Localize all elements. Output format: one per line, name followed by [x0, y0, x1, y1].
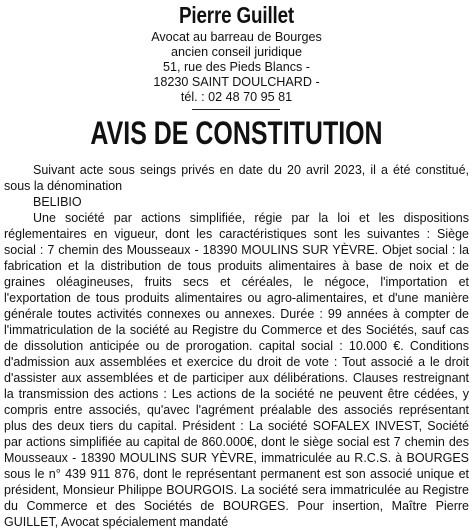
notice-intro: Suivant acte sous seings privés en date du 20 avril 2023, il a été constitué, sous la dénomination	[4, 163, 469, 193]
lawyer-name: Pierre Guillet	[178, 2, 295, 28]
separator-rule	[192, 109, 280, 110]
address-line-city: 18230 SAINT DOULCHARD -	[153, 75, 320, 89]
notice-body	[4, 162, 469, 530]
notice-details: Une société par actions simplifiée, régie par la loi et les dispositions réglementaires en vigueur, dont les caractéristiques sont les suivantes : Siège social : 7 chemin des Mousseaux - 18390 MOULINS SUR YÈVRE. Objet social : la fabrication et la distribution de tous produits alimentaires à base de noix et de graines oléagineuses, fruits secs et céréales, le négoce, l'importation et l'exportation de tous produits alimentaires ou agro-alimentaires, et d'une manière générale toutes activités connexes ou annexes. Durée : 99 années à compter de l'immatriculation de la société au Registre du Commerce et des Sociétés, sauf cas de dissolution anticipée ou de prorogation. capital social : 10.000 €. Conditions d'admission aux assemblées et exercice du droit de vote : Tout associé a le droit d'assister aux assemblées et de participer aux délibérations. Clauses restreignant la transmission des actions : Les actions de la société ne peuvent être cédées, y compris entre associés, qu'avec l'agrément préalable des associés représentant plus des deux tiers du capital. Président : La société SOFALEX INVEST, Société par actions simplifiée au capital de 860.000€, dont le siège social est 7 chemin des Mousseaux - 18390 MOULINS SUR YÈVRE, immatriculée au R.C.S. à BOURGES sous le n° 439 911 876, dont le représentant permanent est son associé unique et président, Monsieur Philippe BOURGOIS. La société sera immatriculée au Registre du Commerce et des Sociétés de BOURGES. Pour insertion, Maître Pierre GUILLET, Avocat spécialement mandaté	[4, 211, 469, 529]
notice-heading: AVIS DE CONSTITUTION	[90, 115, 383, 151]
address-line-former-role: ancien conseil juridique	[171, 45, 302, 59]
company-name: BELIBIO	[33, 195, 82, 209]
address-line-street: 51, rue des Pieds Blancs -	[162, 60, 310, 74]
address-line-title: Avocat au barreau de Bourges	[151, 30, 322, 44]
address-line-phone: tél. : 02 48 70 95 81	[180, 90, 293, 104]
lawyer-address-block	[0, 30, 473, 105]
